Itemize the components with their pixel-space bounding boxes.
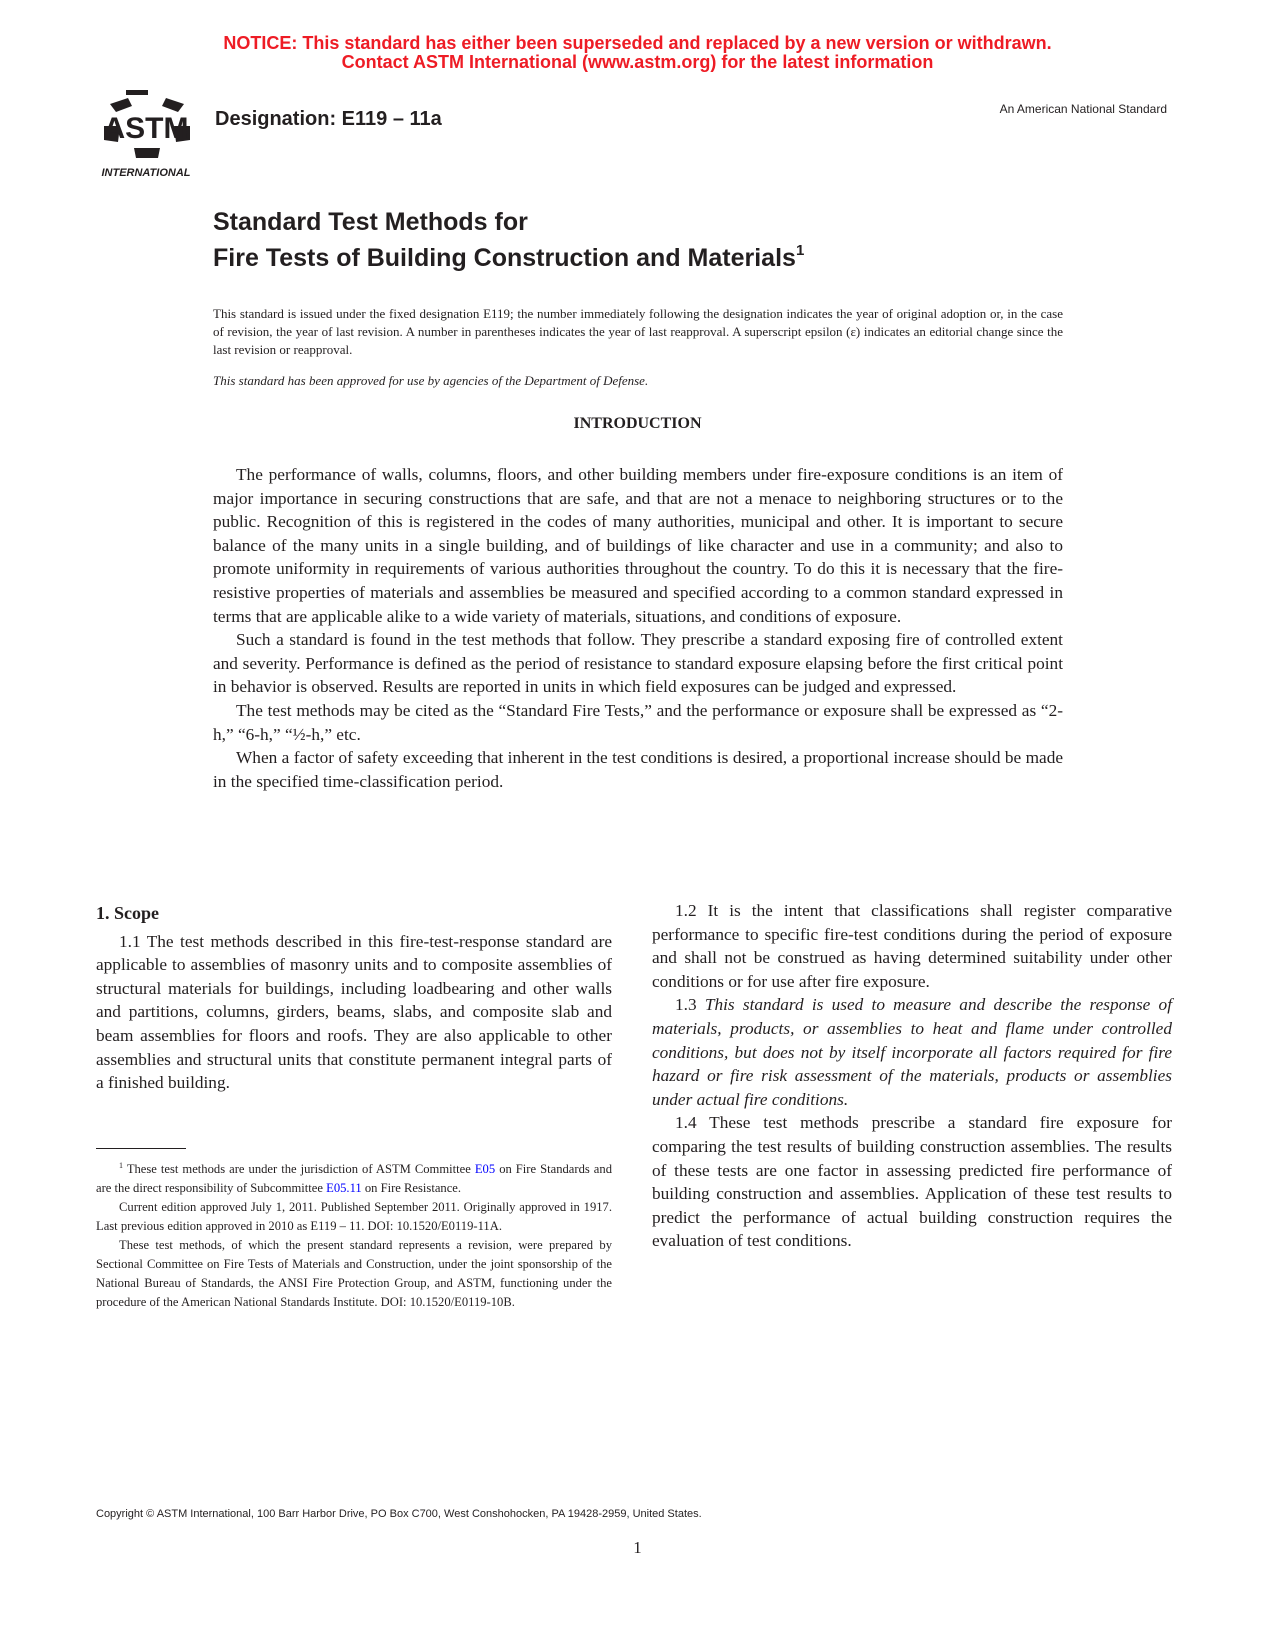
committee-e05-link[interactable]: E05: [474, 1162, 496, 1177]
intro-paragraph: The test methods may be cited as the “Standard Fire Tests,” and the performance or exposure shall be expressed as “2-h,” “6-h,” “½-h,” etc.: [213, 700, 1063, 744]
footnote-1: [96, 1156, 612, 1198]
section-1-2: 1.2 It is the intent that classifications shall register comparative performance to specific fire-test conditions during the period of exposure and shall not be construed as having determined suitability under other conditions or for use after fire exposure.: [652, 901, 1172, 991]
title-line-2: [213, 236, 804, 273]
section-1-3-number: 1.3: [675, 995, 697, 1015]
section-1-4: 1.4 These test methods prescribe a standard fire exposure for comparing the test results of building construction assemblies. The results of these tests are one factor in assessing predicted fire performance of building construction and assemblies. Application of these test results to predict the performance of actual building construction requires the evaluation of test conditions.: [652, 1113, 1172, 1251]
intro-paragraph: When a factor of safety exceeding that inherent in the test conditions is desired, a proportional increase should be made in the specified time-classification period.: [213, 748, 1063, 791]
footnote-divider: [96, 1148, 186, 1149]
footnote-1-text-b: on Fire Standards and are the direct responsibility of Subcommittee: [96, 1162, 612, 1196]
section-1-3: [652, 993, 1172, 1111]
title-line-1: Standard Test Methods for: [213, 208, 528, 236]
scope-heading: 1. Scope: [96, 903, 159, 923]
left-column: [96, 902, 612, 1095]
logo-text: ASTM: [103, 112, 189, 145]
standard-note: This standard is issued under the fixed designation E119; the number immediately following the designation indicates the year of original adoption or, in the case of revision, the year of last revision. A number in parentheses indicates the year of last reapproval. A superscript epsilon (ε) indicates an editorial change since the last revision or reapproval.: [213, 306, 1063, 357]
intro-paragraph: Such a standard is found in the test methods that follow. They prescribe a standard exposing fire of controlled extent and severity. Performance is defined as the period of resistance to standard exposure elapsing before the first critical point in behavior is observed. Results are reported in units in which field exposures can be judged and expressed.: [213, 630, 1063, 697]
footnote-1-text-a: These test methods are under the jurisdiction of ASTM Committee: [126, 1162, 471, 1177]
national-standard-label: An American National Standard: [999, 102, 1167, 116]
astm-logo: [96, 86, 196, 182]
footnote-history: These test methods, of which the present standard represents a revision, were prepared by Sectional Committee on Fire Tests of Materials and Construction, under the joint sponsorship of the National Bureau of Standards, the ANSI Fire Protection Group, and ASTM, functioning under the procedure of the American National Standards Institute. DOI: 10.1520/E0119-10B.: [96, 1238, 612, 1310]
designation: Designation: E119 – 11a: [215, 108, 442, 130]
notice-line-1: NOTICE: This standard has either been superseded and replaced by a new version or withdrawn.: [223, 33, 1052, 53]
title-footnote-mark: 1: [795, 242, 805, 259]
title-line-2-text: Fire Tests of Building Construction and Materials: [213, 244, 796, 272]
notice-line-2: Contact ASTM International (www.astm.org) for the latest information: [341, 52, 934, 72]
footnote-mark: 1: [119, 1161, 123, 1170]
introduction-heading: INTRODUCTION: [573, 415, 702, 432]
footnote-edition: Current edition approved July 1, 2011. Published September 2011. Originally approved in 1917. Last previous edition approved in 2010 as E119 – 11. DOI: 10.1520/E0119-11A.: [96, 1200, 612, 1234]
section-1-1: 1.1 The test methods described in this fire-test-response standard are applicable to assemblies of masonry units and to composite assemblies of structural materials for buildings, including loadbearing and other walls and partitions, columns, girders, beams, slabs, and composite slab and beam assemblies for floors and roofs. They are also applicable to other assemblies and structural units that constitute permanent integral parts of a finished building.: [96, 931, 612, 1093]
introduction-body: [213, 463, 1063, 793]
dod-note: This standard has been approved for use by agencies of the Department of Defense.: [213, 373, 649, 388]
footnotes: [96, 1156, 612, 1312]
right-column: [652, 899, 1172, 1253]
logo-international: INTERNATIONAL: [101, 167, 191, 179]
page-number: 1: [633, 1538, 642, 1557]
intro-paragraph: The performance of walls, columns, floors, and other building members under fire-exposure conditions is an item of major importance in securing constructions that are safe, and that are not a menace to neighboring structures or to the public. Recognition of this is registered in the codes of many authorities, municipal and other. It is important to secure balance of the many units in a single building, and of buildings of like character and use in a community; and also to promote uniformity in requirements of various authorities throughout the country. To do this it is necessary that the fire-resistive properties of materials and assemblies be measured and specified according to a common standard expressed in terms that are applicable alike to a wide variety of materials, situations, and conditions of exposure.: [213, 465, 1063, 626]
footnote-1-text-c: on Fire Resistance.: [364, 1181, 462, 1196]
section-1-3-text: This standard is used to measure and describe the response of materials, products, or assemblies to heat and flame under controlled conditions, but does not by itself incorporate all factors required for fire hazard or fire risk assessment of the materials, products or assemblies under actual fire conditions.: [652, 995, 1173, 1109]
copyright: Copyright © ASTM International, 100 Barr Harbor Drive, PO Box C700, West Conshohocken, PA 19428-2959, United States.: [96, 1508, 702, 1520]
subcommittee-e05-11-link[interactable]: E05.11: [326, 1181, 362, 1196]
